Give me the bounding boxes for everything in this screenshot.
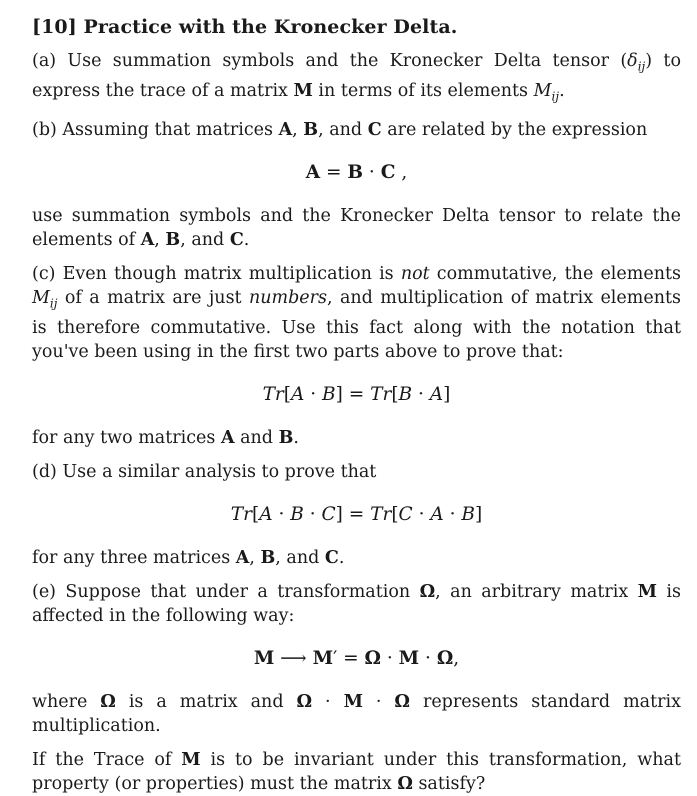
part-e-question: If the Trace of M is to be invariant under this transformation, what property (or properties) must the matrix Ω satisfy?	[32, 749, 681, 794]
part-c-text: (c) Even though matrix multiplication is not commutative, the elements $M_{ij}$ of a matrix are just numbers, and multiplication of matrix elements is therefore commutative. Use this fact along with the notation that you've been using in the first two parts above to prove that:	[32, 264, 681, 362]
part-a-text: (a) Use summation symbols and the Kronecker Delta tensor $(\delta_{ij})$ to express the trace of a matrix M in terms of its elements $M_{ij}$.	[32, 51, 681, 103]
part-d-equation: Tr[A · B · C] = Tr[C · A · B]	[230, 503, 483, 525]
problem-title: [10] Practice with the Kronecker Delta.	[32, 16, 458, 38]
part-e-follow: where Ω is a matrix and Ω · M · Ω represents standard matrix multiplication.	[32, 691, 681, 736]
part-c-equation: Tr[A · B] = Tr[B · A]	[262, 383, 451, 405]
part-c-follow: for any two matrices A and B.	[32, 427, 299, 448]
part-b-intro: (b) Assuming that matrices A, B, and C are related by the expression	[32, 120, 648, 140]
part-b-equation: A = B · C ,	[305, 162, 408, 183]
part-e-intro: (e) Suppose that under a transformation Ω, an arbitrary matrix M is affected in the following way:	[32, 581, 681, 626]
part-e-equation: M ⟶ M′ = Ω · M · Ω,	[253, 647, 460, 669]
part-b-follow: use summation symbols and the Kronecker Delta tensor to relate the elements of A, B, and C.	[32, 206, 681, 250]
part-d-intro: (d) Use a similar analysis to prove that	[32, 461, 377, 482]
part-d-follow: for any three matrices A, B, and C.	[32, 547, 345, 568]
